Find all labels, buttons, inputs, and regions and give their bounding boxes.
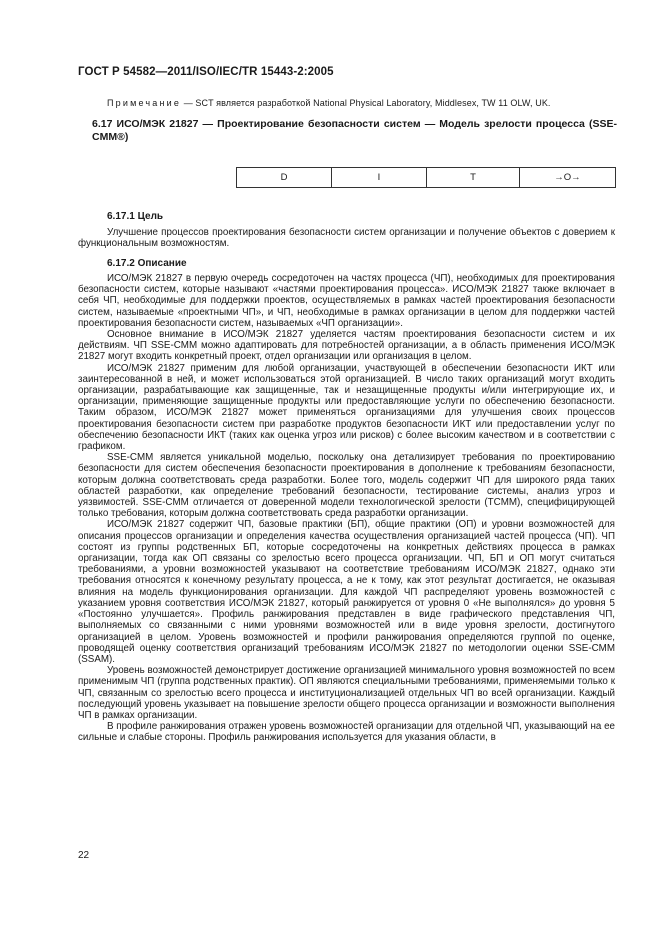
dit-cell-t: T [427, 168, 520, 188]
paragraph: SSE-CMM является уникальной моделью, поскольку она детализирует требования по проектированию безопасности для систем обеспечения безопасности проектирования в дополнение к требованиям безопасности, которым должна соответствовать среда разработки. Более того, модель содержит ЧП для широкого ряда таких областей разработки, как определение требований безопасности, тестирование системы, анализ угроз и уязвимостей. SSE-CMM отличается от доверенной модели технологической зрелости (TCMM), специфицирующей только требования, которым должна соответствовать среда разработки организации. [78, 452, 615, 520]
description-title: 6.17.2 Описание [107, 258, 187, 269]
goal-text: Улучшение процессов проектирования безопасности систем организации и получение объектов с доверием к функциональным возможностям. [78, 227, 615, 250]
paragraph: ИСО/МЭК 21827 в первую очередь сосредоточен на частях процесса (ЧП), необходимых для проектирования безопасности систем, которые называют «частями проектирования процесса». ИСО/МЭК 21827 также включает в себя ЧП, необходимые для поддержки проектов, осуществляемых в рамках частей проектирования безопасности систем, называемые «проектными ЧП», и ЧП, необходимые в рамках организации в целом для поддержки частей проектирования безопасности систем, называемых «ЧП организации». [78, 273, 615, 329]
note-text: — SCT является разработкой National Physical Laboratory, Middlesex, TW 11 OLW, UK. [181, 98, 551, 108]
goal-text-block [78, 227, 615, 249]
paragraph: Основное внимание в ИСО/МЭК 21827 уделяется частям проектирования безопасности систем и их действиям. ЧП SSE-CMM можно адаптировать для потребностей организации, а в область применения ИСО/МЭК 21827 могут входить конкретный проект, отдел организации или организация в целом. [78, 329, 615, 363]
page-number: 22 [78, 850, 90, 861]
paragraph: ИСО/МЭК 21827 применим для любой организации, участвующей в обеспечении безопасности ИКТ или заинтересованной в ней, и может использоваться этой организацией. В число таких организаций могут входить организации, разрабатывающие как защищенные, так и незащищенные продукты и/или интегрирующие их, и организации, применяющие защищенные продукты или предоставляющие услуги по обеспечению безопасности. Таким образом, ИСО/МЭК 21827 может применяться организациями для улучшения своих процессов проектирования безопасности систем при разработке продуктов безопасности ИКТ или предоставлении услуг по обеспечению безопасности ИКТ (таких как оценка угроз или рисков) с более высоким качеством и в соответствии с графиком. [78, 362, 615, 453]
paragraph: Уровень возможностей демонстрирует достижение организацией минимального уровня возможностей по всем применимым ЧП (группа родственных практик). ОП являются специальными требованиями, применяемыми только к ЧП, связанным со зрелостью всего процесса и институционализацией отдельных ЧП во всей организации. Каждый последующий уровень указывает на повышение зрелости общего процесса организации и возможности выполнения ЧП в рамках организации. [78, 665, 615, 721]
note-lead: Примечание [107, 98, 182, 108]
paragraph: В профиле ранжирования отражен уровень возможностей организации для отдельной ЧП, указывающий на ее сильные и слабые стороны. Профиль ранжирования используется для указания области, в [78, 721, 615, 744]
section-title: 6.17 ИСО/МЭК 21827 — Проектирование безопасности систем — Модель зрелости процесса (SSE-CMM®) [92, 118, 617, 143]
dit-cell-o: →O→ [520, 168, 616, 188]
note [107, 98, 617, 108]
dit-table-row [237, 168, 616, 188]
dit-cell-d: D [237, 168, 332, 188]
document-header: ГОСТ Р 54582—2011/ISO/IEC/TR 15443-2:2005 [78, 66, 334, 78]
description-text [78, 273, 615, 744]
dit-cell-i: I [332, 168, 427, 188]
goal-title: 6.17.1 Цель [107, 211, 164, 222]
dit-table [236, 167, 616, 188]
paragraph: ИСО/МЭК 21827 содержит ЧП, базовые практики (БП), общие практики (ОП) и уровни возможностей для описания процессов организации и определения качества осуществления организацией частей процесса (ЧП). ЧП состоят из группы родственных БП, которые сосредоточены на конкретных действиях процесса в рамках организации, тогда как ОП связаны со зрелостью всего процесса организации. ЧП, БП и ОП могут считаться требованиями, а уровни возможностей указывают на соответствие требованиям ИСО/МЭК 21827, однако эти требования относятся к конечному результату процесса, а не к тому, как этот результат достигается, не оказывая влияния на модель функционирования организации. Для каждой ЧП распределяют уровень возможностей с указанием уровня соответствия ИСО/МЭК 21827, который ранжируется от уровня 0 «Не выполнялся» до уровня 5 «Постоянно улучшается». Профиль ранжирования представлен в виде графического представления ЧП, выполняемых со связанными с ними уровнями возможностей или в виде уровня зрелости, достигнутого организацией в целом. Уровень возможностей и профили ранжирования определяются группой по оценке, проводящей оценку соответствия организаций требованиям ИСО/МЭК 21827 по методологии оценки SSE-CMM (SSAM). [78, 519, 615, 665]
